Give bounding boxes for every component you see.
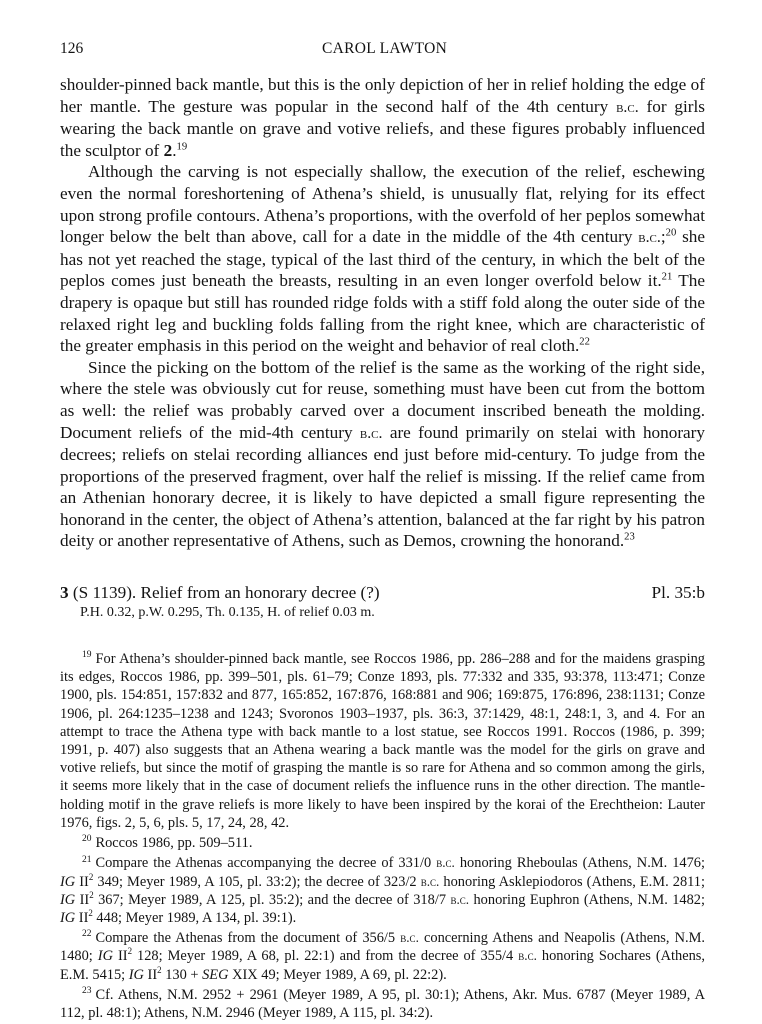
catalog-heading xyxy=(60,582,705,604)
paragraph-1: shoulder-pinned back mantle, but this is the only depiction of her in relief holding the edge of her mantle. The gesture was popular in the second half of the 4th century b.c. for girls wearing the back mantle on grave and votive reliefs, and these figures probably influenced the sculptor of 2.19 xyxy=(60,75,705,160)
body-text xyxy=(60,74,705,552)
running-head: CAROL LAWTON xyxy=(322,40,448,57)
footnote-ref-19[interactable]: 19 xyxy=(176,141,188,153)
catalog-measurements: P.H. 0.32, p.W. 0.295, Th. 0.135, H. of relief 0.03 m. xyxy=(80,605,375,621)
footnote-ref-21[interactable]: 21 xyxy=(661,271,673,283)
page-header xyxy=(60,40,705,66)
catalog-reference: 2 xyxy=(163,140,173,160)
catalog-title: (S 1139). Relief from an honorary decree (?) xyxy=(72,583,380,603)
paragraph-3: Since the picking on the bottom of the relief is the same as the working of the right side, where the stele was obviously cut for reuse, something must have been cut from the bottom as well: the relief was probably carved over a document inscribed beneath the molding. Document reliefs of the mid-4th century b.c. are found primarily on stelai with honorary decrees; reliefs on stelai recording alliances end just before mid-century. To judge from the proportions of the preserved fragment, over half the relief is missing. If the relief came from an Athenian honorary decree, it is likely to have depicted a small figure representing the honorand in the center, the object of Athena’s attention, balanced at the far right by his patron deity or another representative of Athens, such as Demos, crowning the honorand.$^{23}$ xyxy=(60,357,705,551)
footnote-ref-22[interactable]: 22 xyxy=(579,336,590,348)
footnote-22: $^{22}$ Compare the Athenas from the document of 356/5 b.c. concerning Athens and Neapolis (Athens, N.M. 1480; IG $II^2$ 128; Meyer 1989, A 68, pl. 22:1) and from the decree of 355/4 b.c. honoring Sochares (Athens, E.M. 5415; IG $II^2$ 130 + SEG XIX 49; Meyer 1989, A 69, pl. 22:2). xyxy=(60,929,705,983)
plate-reference: Pl. 35:b xyxy=(651,583,705,603)
footnote-23: $^{23}$ Cf. Athens, N.M. 2952 + 2961 (Meyer 1989, A 95, pl. 30:1); Athens, Akr. Mus. 6787 (Meyer 1989, A 112, pl. 48:1); Athens, N.M. 2946 (Meyer 1989, A 115, pl. 34:2). xyxy=(60,985,705,1021)
footnote-20: $^{20}$ Roccos 1986, pp. 509–511. xyxy=(82,834,253,852)
catalog-entry xyxy=(60,582,705,622)
footnote-21: $^{21}$ Compare the Athenas accompanying the decree of 331/0 b.c. honoring Rheboulas (Athens, N.M. 1476; IG $II^2$ 349; Meyer 1989, A 105, pl. 33:2); the decree of 323/2 b.c. honoring Asklepiodoros (Athens, E.M. 2811; IG $II^2$ 367; Meyer 1989, A 125, pl. 35:2); and the decree of 318/7 b.c. honoring Euphron (Athens, N.M. 1482; IG $II^2$ 448; Meyer 1989, A 134, pl. 39:1). xyxy=(60,854,705,926)
footnotes xyxy=(60,650,705,1022)
page xyxy=(60,40,705,1022)
footnote-ref-20[interactable]: 20 xyxy=(665,227,677,239)
footnote-ref-23[interactable]: 23 xyxy=(624,531,635,543)
footnote-19: $^{19}$ For Athena’s shoulder-pinned back mantle, see Roccos 1986, pp. 286–288 and for the maidens grasping its edges, Roccos 1986, pp. 399–501, pls. 61–79; Conze 1893, pls. 77:332 and 335, 93:378, 113:471; Conze 1900, pls. 154:851, 157:832 and 877, 165:852, 167:876, 168:881 and 906; 169:875, 176:896, 238:1131; Conze 1906, pl. 264:1235–1238 and 1243; Svoronos 1903–1937, pls. 36:3, 37:1429, 48:1, 248:1, 3, and 4. For an attempt to trace the Athena type with back mantle to a lost statue, see Roccos 1991. Roccos (1986, p. 399; 1991, p. 407) also suggests that an Athena wearing a back mantle was the model for the girls on grave and votive reliefs, but since the motif of grasping the mantle is so rare for Athena and so common among the girls, it seems more likely that in the case of document reliefs the influence runs in the other direction. The mantle-holding motif in the grave reliefs is more likely to have been inspired by the korai of the Erechtheion: Lauter 1976, figs. 2, 5, 6, pls. 5, 17, 24, 28, 42. xyxy=(60,650,705,831)
paragraph-2: Although the carving is not especially shallow, the execution of the relief, eschewing even the normal foreshortening of Athena’s shield, is unusually flat, relying for its effect upon strong profile contours. Athena’s proportions, with the overfold of her peplos somewhat longer below the belt than above, call for a date in the middle of the 4th century b.c.;$^{20}$ she has not yet reached the stage, typical of the last third of the century, in which the belt of the peplos comes just beneath the breasts, resulting in an even longer overfold below it.$^{21}$ The drapery is opaque but still has rounded ridge folds with a stiff fold along the outer side of the relaxed right leg and buckling folds falling from the right knee, which are characteristic of the greater emphasis in this period on the weight and behavior of real cloth.$^{22}$ xyxy=(60,162,706,356)
page-number: 126 xyxy=(60,40,84,57)
catalog-number: 3 xyxy=(60,583,69,603)
